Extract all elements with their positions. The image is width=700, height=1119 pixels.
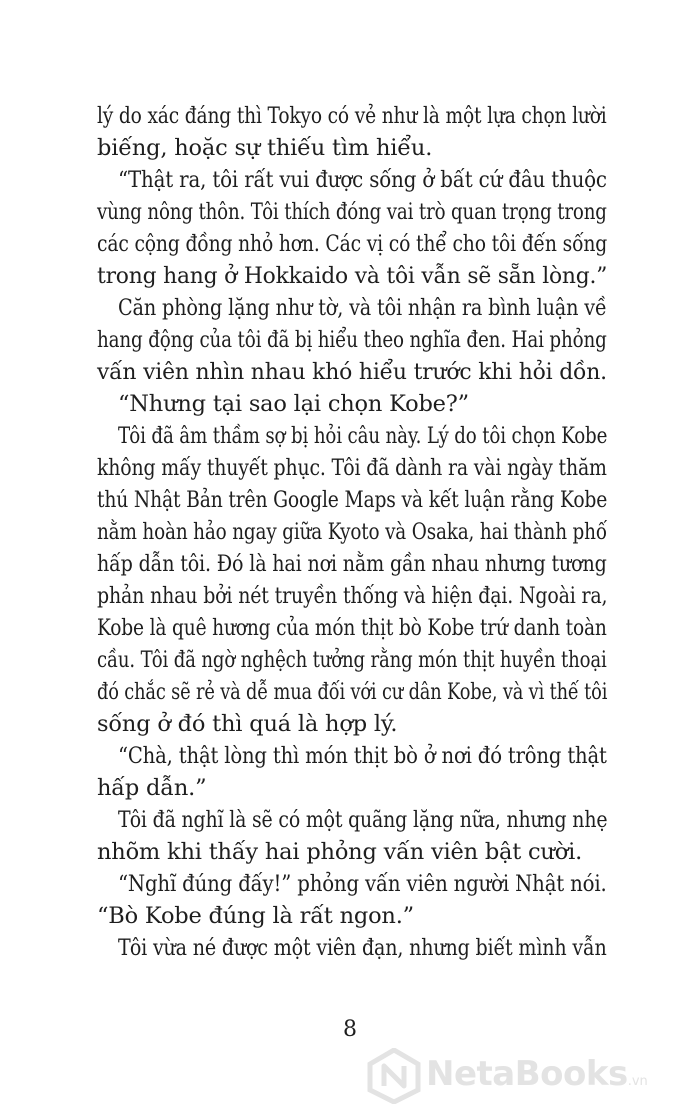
text-line: trong hang ở Hokkaido và tôi vẫn sẽ sẵn lòng.” — [97, 263, 608, 289]
text-line: hấp dẫn tôi. Đó là hai nơi nằm gần nhau nhưng tương — [97, 551, 607, 577]
text-line: không mấy thuyết phục. Tôi đã dành ra vài ngày thăm — [97, 455, 607, 481]
page-number: 8 — [343, 1017, 357, 1042]
text-line: “Nhưng tại sao lại chọn Kobe?” — [118, 391, 469, 417]
watermark-suffix: .vn — [627, 1074, 648, 1089]
text-line: phản nhau bởi nét truyền thống và hiện đại. Ngoài ra, — [97, 583, 608, 609]
text-line: “Thật ra, tôi rất vui được sống ở bất cứ đâu thuộc — [118, 167, 607, 193]
text-line: Kobe là quê hương của món thịt bò Kobe trứ danh toàn — [97, 615, 607, 641]
text-line: thú Nhật Bản trên Google Maps và kết luận rằng Kobe — [97, 487, 608, 513]
text-line: Căn phòng lặng như tờ, và tôi nhận ra bình luận về — [118, 295, 607, 321]
text-line: lý do xác đáng thì Tokyo có vẻ như là một lựa chọn lười — [97, 103, 607, 129]
watermark-brand: NetaBooks — [426, 1054, 628, 1094]
text-line: các cộng đồng nhỏ hơn. Các vị có thể cho tôi đến sống — [97, 231, 608, 257]
text-line: vấn viên nhìn nhau khó hiểu trước khi hỏi dồn. — [97, 359, 607, 385]
text-line: sống ở đó thì quá là hợp lý. — [97, 711, 398, 737]
text-line: hấp dẫn.” — [97, 775, 207, 801]
text-line: Tôi vừa né được một viên đạn, nhưng biết mình vẫn — [118, 935, 607, 961]
text-line: “Nghĩ đúng đấy!” phỏng vấn viên người Nhật nói. — [118, 871, 607, 897]
text-line: hang động của tôi đã bị hiểu theo nghĩa đen. Hai phỏng — [97, 327, 607, 353]
text-line: nhõm khi thấy hai phỏng vấn viên bật cười. — [97, 839, 583, 865]
text-line: “Bò Kobe đúng là rất ngon.” — [97, 903, 414, 929]
text-line: “Chà, thật lòng thì món thịt bò ở nơi đó trông thật — [118, 743, 607, 769]
watermark-text — [426, 1054, 648, 1094]
netabooks-logo-icon — [366, 1048, 422, 1104]
text-line: Tôi đã nghĩ là sẽ có một quãng lặng nữa, nhưng nhẹ — [118, 807, 608, 833]
text-line: vùng nông thôn. Tôi thích đóng vai trò quan trọng trong — [97, 199, 607, 225]
text-line: nằm hoàn hảo ngay giữa Kyoto và Osaka, hai thành phố — [97, 519, 607, 545]
text-line: biếng, hoặc sự thiếu tìm hiểu. — [97, 135, 433, 161]
text-line: đó chắc sẽ rẻ và dễ mua đối với cư dân Kobe, và vì thế tôi — [97, 679, 608, 705]
text-line: Tôi đã âm thầm sợ bị hỏi câu này. Lý do tôi chọn Kobe — [118, 423, 608, 449]
watermark — [366, 1048, 692, 1104]
text-line: cầu. Tôi đã ngờ nghệch tưởng rằng món thịt huyền thoại — [97, 647, 607, 673]
